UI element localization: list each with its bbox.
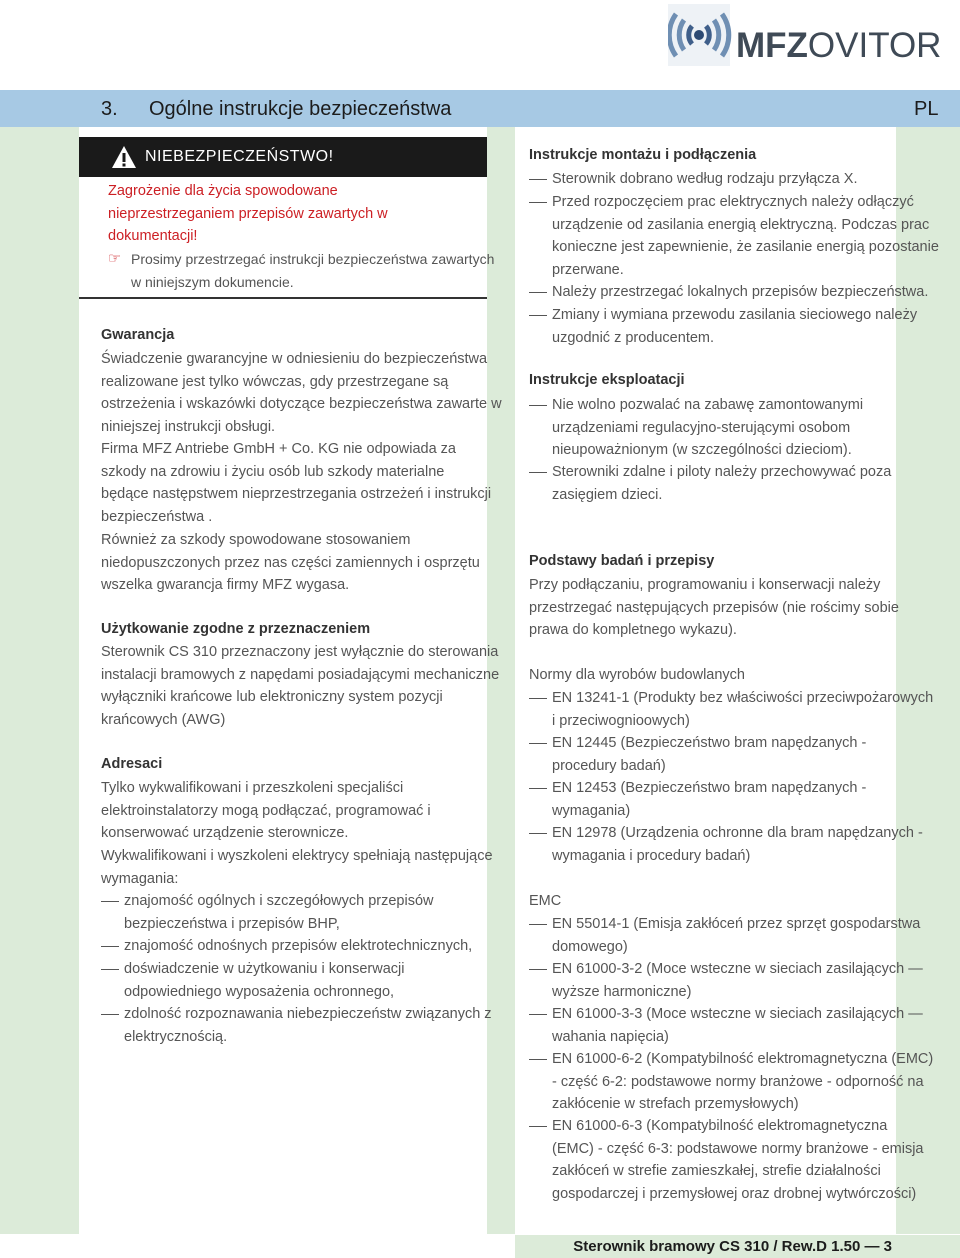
emc-item xyxy=(552,958,923,1003)
text-line: zasięgiem dzieci. xyxy=(552,486,663,503)
text-line: bezpieczeństwa . xyxy=(101,508,213,525)
list-dash xyxy=(529,1059,547,1060)
list-dash xyxy=(529,472,547,473)
list-dash xyxy=(529,1014,547,1015)
list-dash xyxy=(529,1126,547,1127)
list-dash xyxy=(101,969,119,970)
text-line: będące następstwem nieprzestrzegania ostrzeżeń i instrukcji xyxy=(101,486,492,503)
text-line: uzgodnić z producentem. xyxy=(552,329,715,346)
operation-heading: Instrukcje eksploatacji xyxy=(529,372,685,388)
audience-heading: Adresaci xyxy=(101,756,163,772)
requirement-item xyxy=(124,890,433,935)
text-line: wymagania i procedury badań) xyxy=(552,847,751,864)
logo-wordmark xyxy=(736,26,941,66)
language-code: PL xyxy=(914,98,939,120)
text-line: urządzeniami regulacyjno-sterującymi osobom xyxy=(552,419,851,436)
text-line: instalacji bramowych z napędami posiadającymi mechaniczne xyxy=(101,666,500,683)
text-line: zakłóceń w strefie zamieszkałej, strefie działalności xyxy=(552,1163,881,1180)
text-line: procedury badań) xyxy=(552,757,666,774)
text-line: urządzenie od zasilania energią elektryczną. Podczas prac xyxy=(552,216,930,233)
norm-item xyxy=(552,732,866,777)
list-dash xyxy=(529,924,547,925)
text-line: wyłączniki krańcowe lub elektroniczny system pozycji xyxy=(101,689,443,706)
text-line: konieczne jest zapewnienie, że zasilanie energią pozostanie xyxy=(552,239,939,256)
norm-item xyxy=(552,687,933,732)
footer-page-label: Sterownik bramowy CS 310 / Rew.D 1.50 — 3 xyxy=(573,1238,892,1255)
text-line: Tylko wykwalifikowani i przeszkoleni specjaliści xyxy=(101,780,404,796)
operation-item xyxy=(552,394,863,462)
danger-line-2: nieprzestrzeganiem przepisów zawartych w xyxy=(108,206,388,222)
warranty-paragraph-1 xyxy=(101,348,502,438)
text-line: przestrzegać następujących przepisów (nie rościmy sobie xyxy=(529,599,899,616)
operation-item xyxy=(552,461,891,506)
text-line: EN 12453 (Bezpieczeństwo bram napędzanych - xyxy=(552,780,867,796)
emc-label: EMC xyxy=(529,893,562,909)
requirement-item xyxy=(124,958,404,1003)
logo-brand-bold: MFZ xyxy=(736,26,808,65)
text-line: prawa do kompletnego wykazu). xyxy=(529,622,737,639)
audience-paragraph-1 xyxy=(101,777,431,845)
audience-paragraph-2 xyxy=(101,845,493,890)
text-line: Zmiany i wymiana przewodu zasilania sieciowego należy xyxy=(552,307,918,323)
text-line: Sterowniki zdalne i piloty należy przechowywać poza xyxy=(552,464,892,480)
emc-item xyxy=(552,913,920,958)
text-line: i przeciwognioowych) xyxy=(552,712,690,729)
text-line: gospodarczej i przemysłowej oraz drobnej wytwórczości) xyxy=(552,1185,917,1202)
emc-item xyxy=(552,1115,923,1205)
text-line: - część 6-2: podstawowe normy branżowe - odporność na xyxy=(552,1073,924,1090)
mounting-item xyxy=(552,304,917,349)
text-line: Nie wolno pozwalać na zabawę zamontowanymi xyxy=(552,397,864,413)
text-line: przerwane. xyxy=(552,261,624,278)
text-line: Wykwalifikowani i wyszkoleni elektrycy spełniają następujące xyxy=(101,848,493,864)
requirement-item xyxy=(124,1003,492,1048)
danger-note-2: w niniejszym dokumencie. xyxy=(131,274,294,290)
text-line: szkody na zdrowiu i życiu osób lub szkody materialne xyxy=(101,463,445,480)
text-line: ostrzeżenia i wskazówki dotyczące bezpieczeństwa zawarte w xyxy=(101,396,502,413)
left-margin-band xyxy=(0,126,79,1234)
text-line: konserwować urządzenie sterownicze. xyxy=(101,825,349,842)
text-line: niedopuszczonych przez nas części zamiennych i osprzętu xyxy=(101,554,480,571)
text-line: elektrycznością. xyxy=(124,1028,228,1045)
text-line: Sterownik dobrano według rodzaju przyłącza X. xyxy=(552,171,858,187)
text-line: EN 12445 (Bezpieczeństwo bram napędzanych - xyxy=(552,735,867,751)
warranty-paragraph-2 xyxy=(101,438,491,528)
text-line: Przy podłączaniu, programowaniu i konserwacji należy xyxy=(529,577,881,593)
list-dash xyxy=(529,833,547,834)
requirement-item xyxy=(124,935,472,958)
text-line: bezpieczeństwa i przepisów BHP, xyxy=(124,915,340,932)
text-line: EN 61000-6-2 (Kompatybilność elektromagnetyczna (EMC) xyxy=(552,1051,934,1067)
text-line: znajomość ogólnych i szczegółowych przepisów xyxy=(124,893,434,909)
warning-triangle-icon xyxy=(111,145,137,169)
danger-note-1: Prosimy przestrzegać instrukcji bezpieczeństwa zawartych xyxy=(131,251,495,267)
text-line: Również za szkody spowodowane stosowaniem xyxy=(101,532,411,548)
list-dash xyxy=(529,405,547,406)
logo-brand-light: OVITOR xyxy=(807,26,942,65)
list-dash xyxy=(101,946,119,947)
list-dash xyxy=(529,743,547,744)
list-dash xyxy=(529,315,547,316)
warranty-heading: Gwarancja xyxy=(101,327,175,343)
text-line: zdolność rozpoznawania niebezpieczeństw związanych z xyxy=(124,1006,492,1022)
list-dash xyxy=(529,292,547,293)
text-line: EN 61000-3-3 (Moce wsteczne w sieciach zasilających — xyxy=(552,1006,923,1022)
text-line: realizowane jest tylko wówczas, gdy przestrzegane są xyxy=(101,373,449,390)
mounting-item xyxy=(552,281,928,304)
text-line: Sterownik CS 310 przeznaczony jest wyłącznie do sterowania xyxy=(101,644,499,660)
text-line: domowego) xyxy=(552,938,628,955)
usage-paragraph xyxy=(101,641,499,731)
mounting-item xyxy=(552,191,939,281)
section-header-bar xyxy=(0,90,960,127)
emc-item xyxy=(552,1048,933,1116)
text-line: wymagania) xyxy=(552,802,631,819)
text-line: odpowiedniego wyposażenia ochronnego, xyxy=(124,983,395,1000)
danger-line-3: dokumentacji! xyxy=(108,228,198,244)
text-line: EN 12978 (Urządzenia ochronne dla bram napędzanych - xyxy=(552,825,923,841)
pointing-hand-icon: ☞ xyxy=(108,251,121,267)
text-line: zakłócenie w strefach przemysłowych) xyxy=(552,1096,799,1113)
standards-paragraph xyxy=(529,574,899,642)
text-line: EN 13241-1 (Produkty bez właściwości przeciwpożarowych xyxy=(552,690,934,706)
text-line: Należy przestrzegać lokalnych przepisów bezpieczeństwa. xyxy=(552,284,929,300)
list-dash xyxy=(529,698,547,699)
mounting-item xyxy=(552,168,857,191)
list-dash xyxy=(529,202,547,203)
text-line: wszelka gwarancja firmy MFZ wygasa. xyxy=(101,577,350,594)
text-line: EN 61000-6-3 (Kompatybilność elektromagnetyczna xyxy=(552,1118,888,1134)
norm-item xyxy=(552,822,923,867)
text-line: wyższe harmoniczne) xyxy=(552,983,692,1000)
danger-header xyxy=(79,137,487,177)
standards-heading: Podstawy badań i przepisy xyxy=(529,553,715,569)
text-line: elektroinstalatorzy mogą podłączać, programować i xyxy=(101,802,431,819)
usage-heading: Użytkowanie zgodne z przeznaczeniem xyxy=(101,621,371,637)
list-dash xyxy=(529,788,547,789)
text-line: Świadczenie gwarancyjne w odniesieniu do bezpieczeństwa xyxy=(101,351,488,367)
text-line: wahania napięcia) xyxy=(552,1028,669,1045)
section-title: Ogólne instrukcje bezpieczeństwa xyxy=(149,98,452,120)
section-number: 3. xyxy=(101,98,118,120)
text-line: znajomość odnośnych przepisów elektrotechnicznych, xyxy=(124,938,473,954)
text-line: EN 61000-3-2 (Moce wsteczne w sieciach zasilających — xyxy=(552,961,923,977)
text-line: Firma MFZ Antriebe GmbH + Co. KG nie odpowiada za xyxy=(101,441,456,457)
text-line: Przed rozpoczęciem prac elektrycznych należy odłączyć xyxy=(552,194,914,210)
mounting-heading: Instrukcje montażu i podłączenia xyxy=(529,147,757,163)
warranty-paragraph-3 xyxy=(101,529,480,597)
text-line: nieupoważnionym (w szczególności dzieciom). xyxy=(552,442,852,459)
list-dash xyxy=(101,1014,119,1015)
danger-title: NIEBEZPIECZEŃSTWO! xyxy=(145,148,334,165)
list-dash xyxy=(529,179,547,180)
text-line: EN 55014-1 (Emisja zakłóceń przez sprzęt gospodarstwa xyxy=(552,916,921,932)
text-line: doświadczenie w użytkowaniu i konserwacji xyxy=(124,961,405,977)
text-line: niniejszej instrukcji obsługi. xyxy=(101,418,276,435)
danger-line-1: Zagrożenie dla życia spowodowane xyxy=(108,183,338,199)
text-line: krańcowych (AWG) xyxy=(101,711,226,728)
norms-label: Normy dla wyrobów budowlanych xyxy=(529,667,745,683)
list-dash xyxy=(529,969,547,970)
norm-item xyxy=(552,777,866,822)
emc-item xyxy=(552,1003,923,1048)
text-line: wymagania: xyxy=(101,870,179,887)
list-dash xyxy=(101,901,119,902)
text-line: (EMC) - część 6-3: podstawowe normy branżowe - emisja xyxy=(552,1140,924,1157)
